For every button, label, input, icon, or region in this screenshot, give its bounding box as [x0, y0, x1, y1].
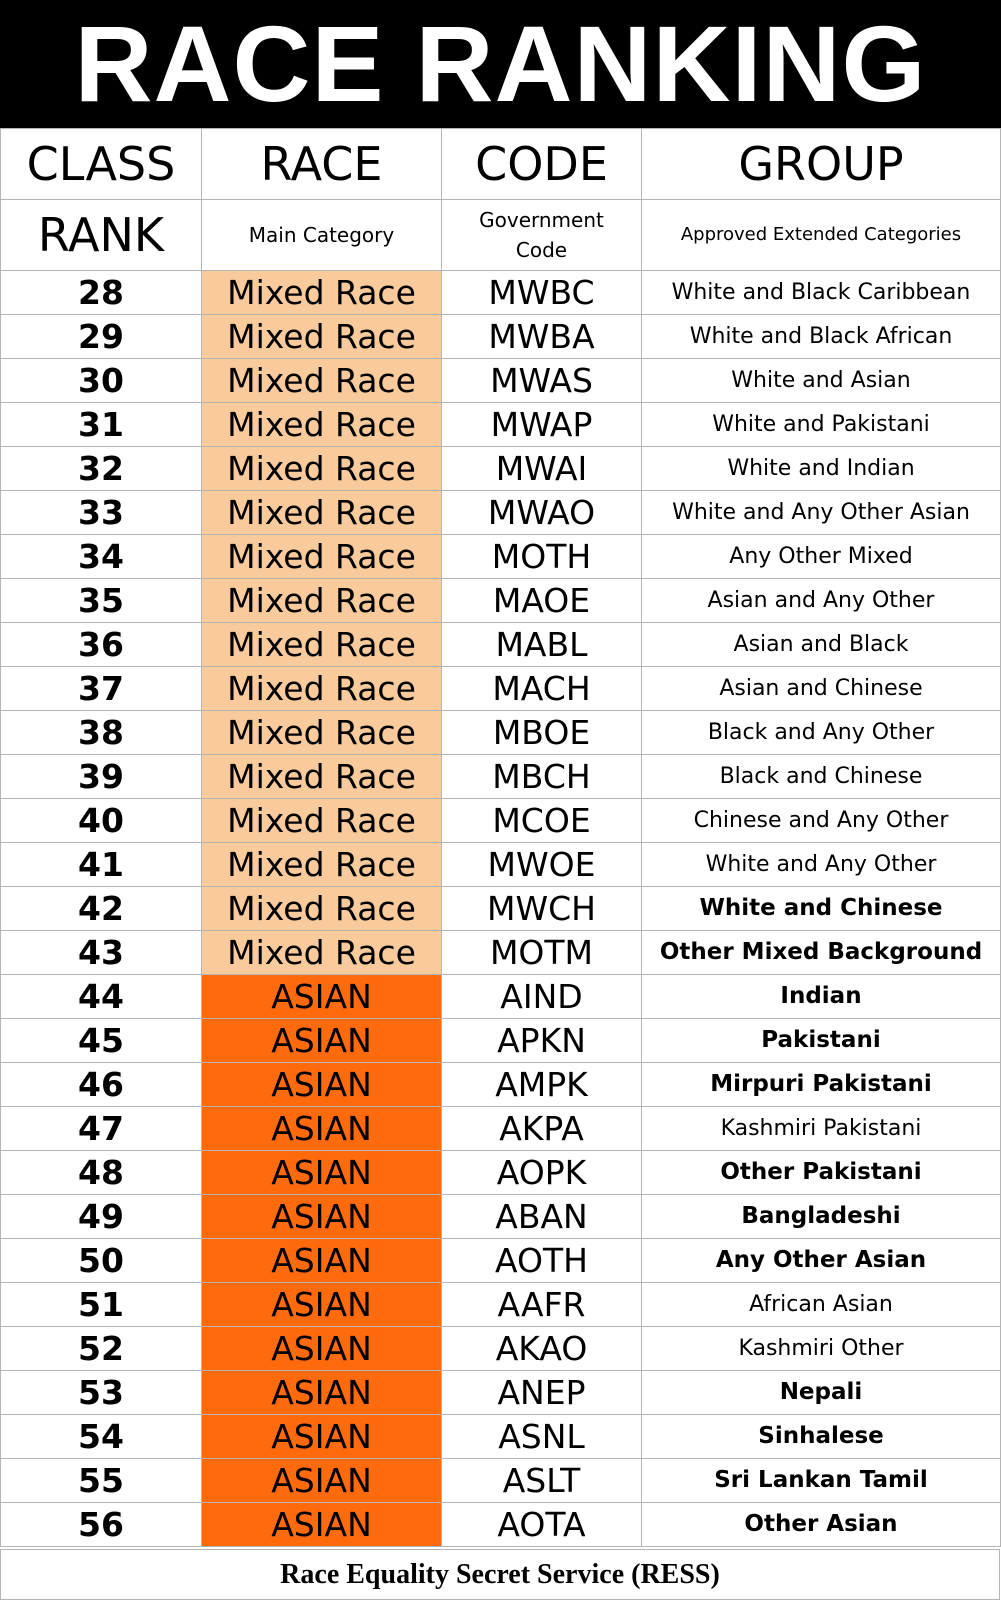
race-cell: ASIAN	[202, 1459, 442, 1503]
group-cell: White and Any Other	[642, 843, 1001, 887]
group-cell: Chinese and Any Other	[642, 799, 1001, 843]
group-cell: Indian	[642, 975, 1001, 1019]
rank-cell: 31	[1, 403, 202, 447]
group-cell: Other Asian	[642, 1503, 1001, 1547]
table-row	[1, 623, 1001, 667]
group-cell: Asian and Any Other	[642, 579, 1001, 623]
race-cell: ASIAN	[202, 1415, 442, 1459]
rank-cell: 47	[1, 1107, 202, 1151]
race-cell: ASIAN	[202, 1327, 442, 1371]
group-cell: Sinhalese	[642, 1415, 1001, 1459]
rank-cell: 46	[1, 1063, 202, 1107]
header-government-code-text: Government Code	[479, 208, 604, 262]
rank-cell: 49	[1, 1195, 202, 1239]
code-cell: ASNL	[442, 1415, 642, 1459]
code-cell: MWAI	[442, 447, 642, 491]
group-cell: Sri Lankan Tamil	[642, 1459, 1001, 1503]
code-cell: MOTH	[442, 535, 642, 579]
code-cell: AKPA	[442, 1107, 642, 1151]
race-cell: Mixed Race	[202, 931, 442, 975]
rank-cell: 32	[1, 447, 202, 491]
group-cell: Any Other Asian	[642, 1239, 1001, 1283]
group-cell: Black and Chinese	[642, 755, 1001, 799]
group-cell: Kashmiri Pakistani	[642, 1107, 1001, 1151]
header-government-code	[442, 200, 642, 271]
race-cell: Mixed Race	[202, 623, 442, 667]
code-cell: ASLT	[442, 1459, 642, 1503]
race-cell: Mixed Race	[202, 447, 442, 491]
race-cell: Mixed Race	[202, 887, 442, 931]
race-cell: ASIAN	[202, 1107, 442, 1151]
race-cell: Mixed Race	[202, 667, 442, 711]
code-cell: AKAO	[442, 1327, 642, 1371]
race-cell: ASIAN	[202, 1239, 442, 1283]
code-cell: MOTM	[442, 931, 642, 975]
table-row	[1, 1283, 1001, 1327]
table-row	[1, 535, 1001, 579]
group-cell: Asian and Black	[642, 623, 1001, 667]
race-cell: Mixed Race	[202, 315, 442, 359]
group-cell: White and Any Other Asian	[642, 491, 1001, 535]
code-cell: MWOE	[442, 843, 642, 887]
code-cell: MWBA	[442, 315, 642, 359]
rank-cell: 52	[1, 1327, 202, 1371]
group-cell: Black and Any Other	[642, 711, 1001, 755]
race-cell: Mixed Race	[202, 799, 442, 843]
rank-cell: 56	[1, 1503, 202, 1547]
code-cell: APKN	[442, 1019, 642, 1063]
header-class: CLASS	[1, 129, 202, 200]
table-row	[1, 271, 1001, 315]
header-approved-categories: Approved Extended Categories	[642, 200, 1001, 271]
race-cell: ASIAN	[202, 1019, 442, 1063]
race-cell: ASIAN	[202, 1195, 442, 1239]
rank-cell: 35	[1, 579, 202, 623]
table-row	[1, 799, 1001, 843]
rank-cell: 54	[1, 1415, 202, 1459]
code-cell: MWAO	[442, 491, 642, 535]
table-row	[1, 1371, 1001, 1415]
rank-cell: 42	[1, 887, 202, 931]
race-cell: Mixed Race	[202, 535, 442, 579]
group-cell: Kashmiri Other	[642, 1327, 1001, 1371]
group-cell: Nepali	[642, 1371, 1001, 1415]
group-cell: White and Black Caribbean	[642, 271, 1001, 315]
race-cell: Mixed Race	[202, 843, 442, 887]
rank-cell: 28	[1, 271, 202, 315]
rank-cell: 40	[1, 799, 202, 843]
code-cell: MWBC	[442, 271, 642, 315]
group-cell: White and Black African	[642, 315, 1001, 359]
table-row	[1, 1019, 1001, 1063]
code-cell: AAFR	[442, 1283, 642, 1327]
code-cell: ABAN	[442, 1195, 642, 1239]
group-cell: Other Mixed Background	[642, 931, 1001, 975]
table-row	[1, 1063, 1001, 1107]
table-row	[1, 667, 1001, 711]
code-cell: AIND	[442, 975, 642, 1019]
header-main-category: Main Category	[202, 200, 442, 271]
race-cell: ASIAN	[202, 1063, 442, 1107]
code-cell: MWAS	[442, 359, 642, 403]
table-row	[1, 711, 1001, 755]
table-row	[1, 1503, 1001, 1547]
code-cell: MBCH	[442, 755, 642, 799]
code-cell: ANEP	[442, 1371, 642, 1415]
table-row	[1, 403, 1001, 447]
table-row	[1, 975, 1001, 1019]
code-cell: MWAP	[442, 403, 642, 447]
header-code: CODE	[442, 129, 642, 200]
subheader-row	[1, 200, 1001, 271]
page-title: RACE RANKING	[0, 0, 1001, 128]
table-row	[1, 315, 1001, 359]
code-cell: AOTA	[442, 1503, 642, 1547]
race-cell: ASIAN	[202, 1283, 442, 1327]
table-row	[1, 1107, 1001, 1151]
race-cell: ASIAN	[202, 1151, 442, 1195]
code-cell: MBOE	[442, 711, 642, 755]
race-cell: ASIAN	[202, 1371, 442, 1415]
rank-cell: 55	[1, 1459, 202, 1503]
rank-cell: 34	[1, 535, 202, 579]
group-cell: Mirpuri Pakistani	[642, 1063, 1001, 1107]
group-cell: Other Pakistani	[642, 1151, 1001, 1195]
race-cell: Mixed Race	[202, 403, 442, 447]
code-cell: MACH	[442, 667, 642, 711]
race-cell: Mixed Race	[202, 579, 442, 623]
footer-credit: Race Equality Secret Service (RESS)	[0, 1549, 1000, 1600]
race-cell: Mixed Race	[202, 359, 442, 403]
table-row	[1, 579, 1001, 623]
table-row	[1, 1195, 1001, 1239]
code-cell: AMPK	[442, 1063, 642, 1107]
rank-cell: 36	[1, 623, 202, 667]
race-cell: Mixed Race	[202, 755, 442, 799]
race-cell: Mixed Race	[202, 711, 442, 755]
rank-cell: 30	[1, 359, 202, 403]
table-row	[1, 1151, 1001, 1195]
table-row	[1, 1239, 1001, 1283]
table-row	[1, 447, 1001, 491]
rank-cell: 53	[1, 1371, 202, 1415]
group-cell: White and Pakistani	[642, 403, 1001, 447]
rank-cell: 50	[1, 1239, 202, 1283]
code-cell: AOPK	[442, 1151, 642, 1195]
race-cell: ASIAN	[202, 975, 442, 1019]
header-rank: RANK	[1, 200, 202, 271]
code-cell: MAOE	[442, 579, 642, 623]
header-group: GROUP	[642, 129, 1001, 200]
rank-cell: 43	[1, 931, 202, 975]
rank-cell: 48	[1, 1151, 202, 1195]
rank-cell: 29	[1, 315, 202, 359]
table-row	[1, 1327, 1001, 1371]
race-cell: Mixed Race	[202, 271, 442, 315]
rank-cell: 38	[1, 711, 202, 755]
ranking-table	[0, 128, 1001, 1547]
group-cell: White and Asian	[642, 359, 1001, 403]
table-row	[1, 1415, 1001, 1459]
group-cell: Any Other Mixed	[642, 535, 1001, 579]
group-cell: White and Chinese	[642, 887, 1001, 931]
code-cell: MCOE	[442, 799, 642, 843]
rank-cell: 51	[1, 1283, 202, 1327]
table-row	[1, 931, 1001, 975]
code-cell: MWCH	[442, 887, 642, 931]
table-row	[1, 887, 1001, 931]
table-row	[1, 359, 1001, 403]
rank-cell: 39	[1, 755, 202, 799]
group-cell: Asian and Chinese	[642, 667, 1001, 711]
rank-cell: 45	[1, 1019, 202, 1063]
rank-cell: 37	[1, 667, 202, 711]
table-row	[1, 491, 1001, 535]
header-race: RACE	[202, 129, 442, 200]
group-cell: African Asian	[642, 1283, 1001, 1327]
code-cell: AOTH	[442, 1239, 642, 1283]
race-cell: ASIAN	[202, 1503, 442, 1547]
code-cell: MABL	[442, 623, 642, 667]
table-row	[1, 1459, 1001, 1503]
group-cell: White and Indian	[642, 447, 1001, 491]
header-row	[1, 129, 1001, 200]
group-cell: Pakistani	[642, 1019, 1001, 1063]
table-row	[1, 755, 1001, 799]
race-cell: Mixed Race	[202, 491, 442, 535]
group-cell: Bangladeshi	[642, 1195, 1001, 1239]
rank-cell: 44	[1, 975, 202, 1019]
table-row	[1, 843, 1001, 887]
rank-cell: 33	[1, 491, 202, 535]
rank-cell: 41	[1, 843, 202, 887]
